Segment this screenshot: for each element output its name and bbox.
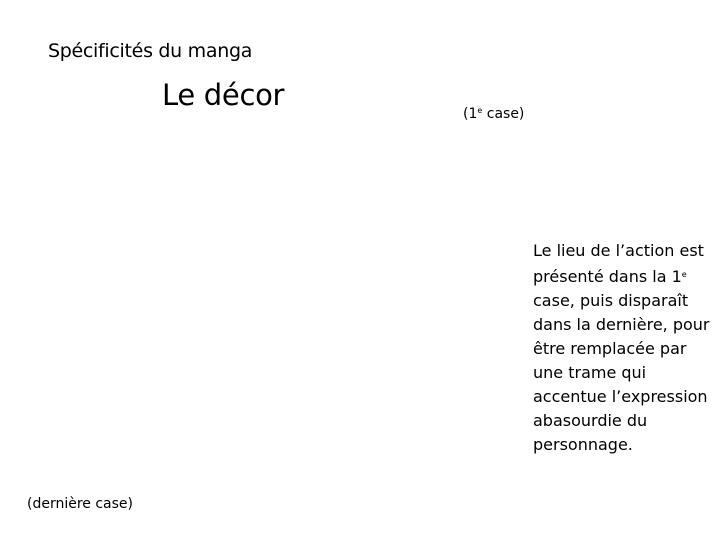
caption-first-superscript: e (477, 106, 483, 115)
description-paragraph (533, 239, 713, 457)
caption-last-panel: (dernière case) (27, 496, 134, 512)
description-part1: Le lieu de l’action est présenté dans la 1 (533, 241, 704, 286)
description-part2: case, puis disparaît dans la dernière, pour être remplacée par une trame qui accentue l’expression abasourdie du personnage. (533, 291, 710, 454)
caption-first-prefix: (1 (463, 106, 478, 122)
caption-first-panel (463, 106, 524, 122)
caption-first-suffix: case) (482, 106, 525, 122)
section-heading: Spécificités du manga (48, 40, 253, 62)
slide-title: Le décor (162, 78, 285, 112)
description-text (533, 239, 713, 457)
description-superscript: e (681, 270, 687, 279)
